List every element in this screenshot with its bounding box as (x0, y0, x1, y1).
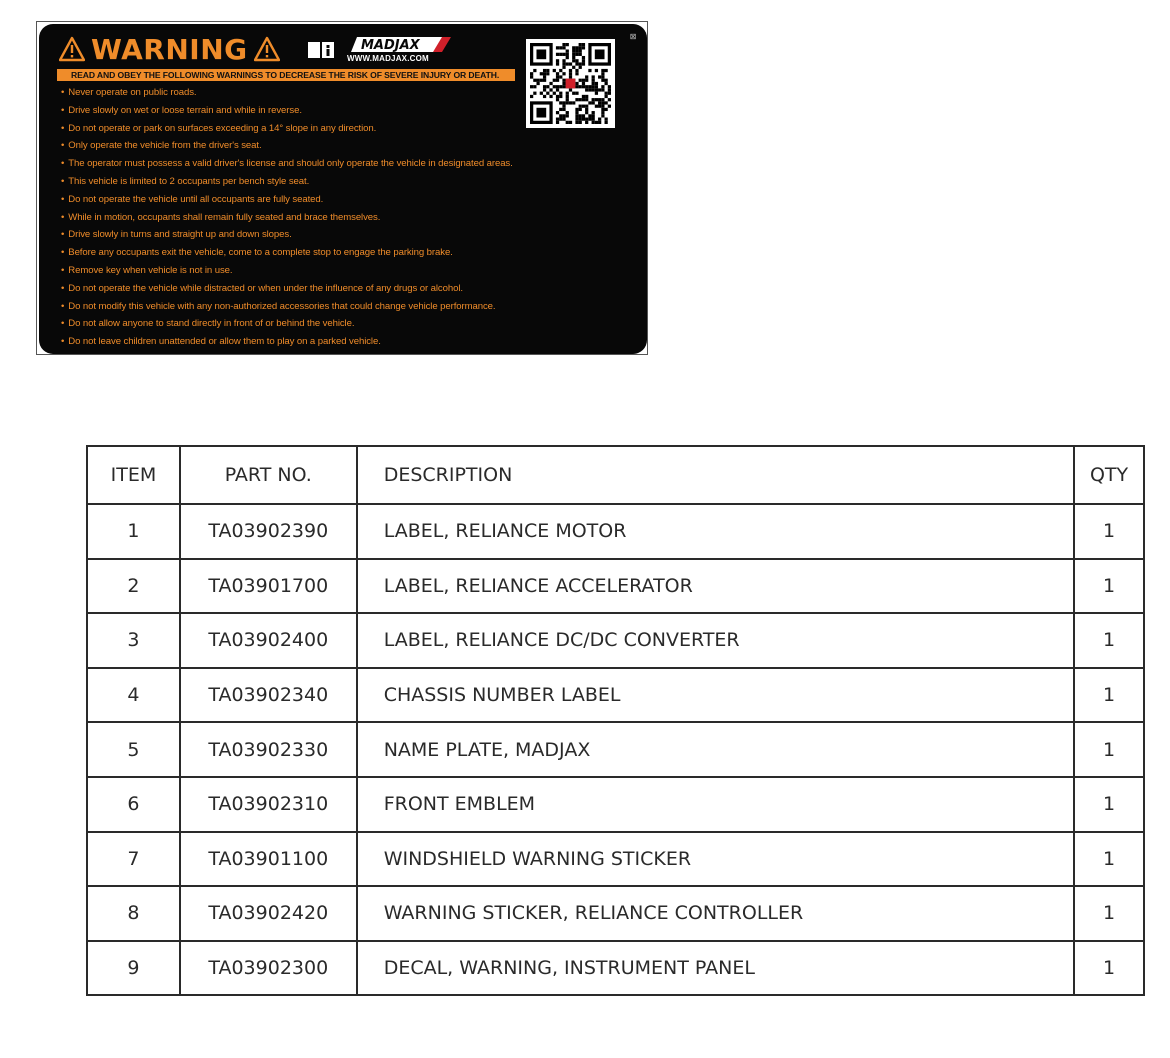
qr-code-graphic (530, 43, 611, 124)
header-description: DESCRIPTION (357, 446, 1074, 504)
part-no-cell: TA03901100 (180, 832, 357, 887)
warning-list-item: • Do not operate the vehicle until all occupants are fully seated. (61, 191, 513, 209)
warning-list-item: • Drive slowly on wet or loose terrain and while in reverse. (61, 102, 513, 120)
table-header-row (87, 446, 1144, 504)
table-row (87, 668, 1144, 723)
description-cell: NAME PLATE, MADJAX (357, 722, 1074, 777)
warning-list-item: • The operator must possess a valid driver's license and should only operate the vehicle in designated areas. (61, 155, 513, 173)
qty-cell: 1 (1074, 613, 1144, 668)
warning-list-item: • While in motion, occupants shall remain fully seated and brace themselves. (61, 209, 513, 227)
warning-list-item: • Do not operate or park on surfaces exceeding a 14° slope in any direction. (61, 120, 513, 138)
warning-label (39, 24, 647, 354)
part-no-cell: TA03902300 (180, 941, 357, 996)
description-cell: DECAL, WARNING, INSTRUMENT PANEL (357, 941, 1074, 996)
madjax-logo (347, 35, 457, 65)
part-no-cell: TA03902390 (180, 504, 357, 559)
qty-cell: 1 (1074, 832, 1144, 887)
table-row (87, 777, 1144, 832)
warning-banner: READ AND OBEY THE FOLLOWING WARNINGS TO DECREASE THE RISK OF SEVERE INJURY OR DEATH. (57, 69, 515, 81)
description-cell: WARNING STICKER, RELIANCE CONTROLLER (357, 886, 1074, 941)
item-cell: 2 (87, 559, 180, 614)
table-row (87, 613, 1144, 668)
parts-table (86, 445, 1145, 996)
description-cell: LABEL, RELIANCE ACCELERATOR (357, 559, 1074, 614)
part-no-cell: TA03902400 (180, 613, 357, 668)
qty-cell: 1 (1074, 668, 1144, 723)
warning-list-item: • Remove key when vehicle is not in use. (61, 262, 513, 280)
manual-book-icon (307, 40, 335, 60)
item-cell: 7 (87, 832, 180, 887)
warning-list-item: • Do not allow anyone to stand directly in front of or behind the vehicle. (61, 315, 513, 333)
warning-list-item: • This vehicle is limited to 2 occupants per bench style seat. (61, 173, 513, 191)
table-row (87, 504, 1144, 559)
qty-cell: 1 (1074, 504, 1144, 559)
item-cell: 9 (87, 941, 180, 996)
part-no-cell: TA03902340 (180, 668, 357, 723)
item-cell: 6 (87, 777, 180, 832)
part-no-cell: TA03901700 (180, 559, 357, 614)
table-row (87, 941, 1144, 996)
qty-cell: 1 (1074, 559, 1144, 614)
item-cell: 3 (87, 613, 180, 668)
warning-label-image (36, 21, 648, 355)
madjax-logo-text: MADJAX (361, 38, 420, 53)
item-cell: 8 (87, 886, 180, 941)
madjax-logo-mark (347, 35, 451, 53)
header-qty: QTY (1074, 446, 1144, 504)
warning-list (61, 84, 513, 351)
warning-list-item: • Do not operate the vehicle while distracted or when under the influence of any drugs or alcohol. (61, 280, 513, 298)
warning-title: WARNING (91, 32, 248, 66)
header-item: ITEM (87, 446, 180, 504)
item-cell: 4 (87, 668, 180, 723)
warning-list-item: • Never operate on public roads. (61, 84, 513, 102)
item-cell: 1 (87, 504, 180, 559)
qty-cell: 1 (1074, 941, 1144, 996)
description-cell: LABEL, RELIANCE DC/DC CONVERTER (357, 613, 1074, 668)
warning-list-item: • Drive slowly in turns and straight up and down slopes. (61, 226, 513, 244)
table-row (87, 886, 1144, 941)
brand-url: WWW.MADJAX.COM (347, 54, 429, 63)
description-cell: CHASSIS NUMBER LABEL (357, 668, 1074, 723)
warning-header (59, 32, 280, 66)
table-row (87, 559, 1144, 614)
header-part-no: PART NO. (180, 446, 357, 504)
part-no-cell: TA03902420 (180, 886, 357, 941)
warning-triangle-icon (254, 36, 280, 62)
description-cell: WINDSHIELD WARNING STICKER (357, 832, 1074, 887)
table-row (87, 832, 1144, 887)
part-no-cell: TA03902330 (180, 722, 357, 777)
qty-cell: 1 (1074, 722, 1144, 777)
part-no-cell: TA03902310 (180, 777, 357, 832)
qty-cell: 1 (1074, 777, 1144, 832)
warning-list-item: • Only operate the vehicle from the driver's seat. (61, 137, 513, 155)
warning-list-item: • Do not modify this vehicle with any non-authorized accessories that could change vehicle performance. (61, 298, 513, 316)
qty-cell: 1 (1074, 886, 1144, 941)
description-cell: FRONT EMBLEM (357, 777, 1074, 832)
warning-list-item: • Before any occupants exit the vehicle, come to a complete stop to engage the parking brake. (61, 244, 513, 262)
qr-code (526, 39, 615, 128)
table-row (87, 722, 1144, 777)
close-icon[interactable]: ⊠ (629, 32, 637, 41)
item-cell: 5 (87, 722, 180, 777)
warning-list-item: • Do not leave children unattended or allow them to play on a parked vehicle. (61, 333, 513, 351)
description-cell: LABEL, RELIANCE MOTOR (357, 504, 1074, 559)
warning-triangle-icon (59, 36, 85, 62)
